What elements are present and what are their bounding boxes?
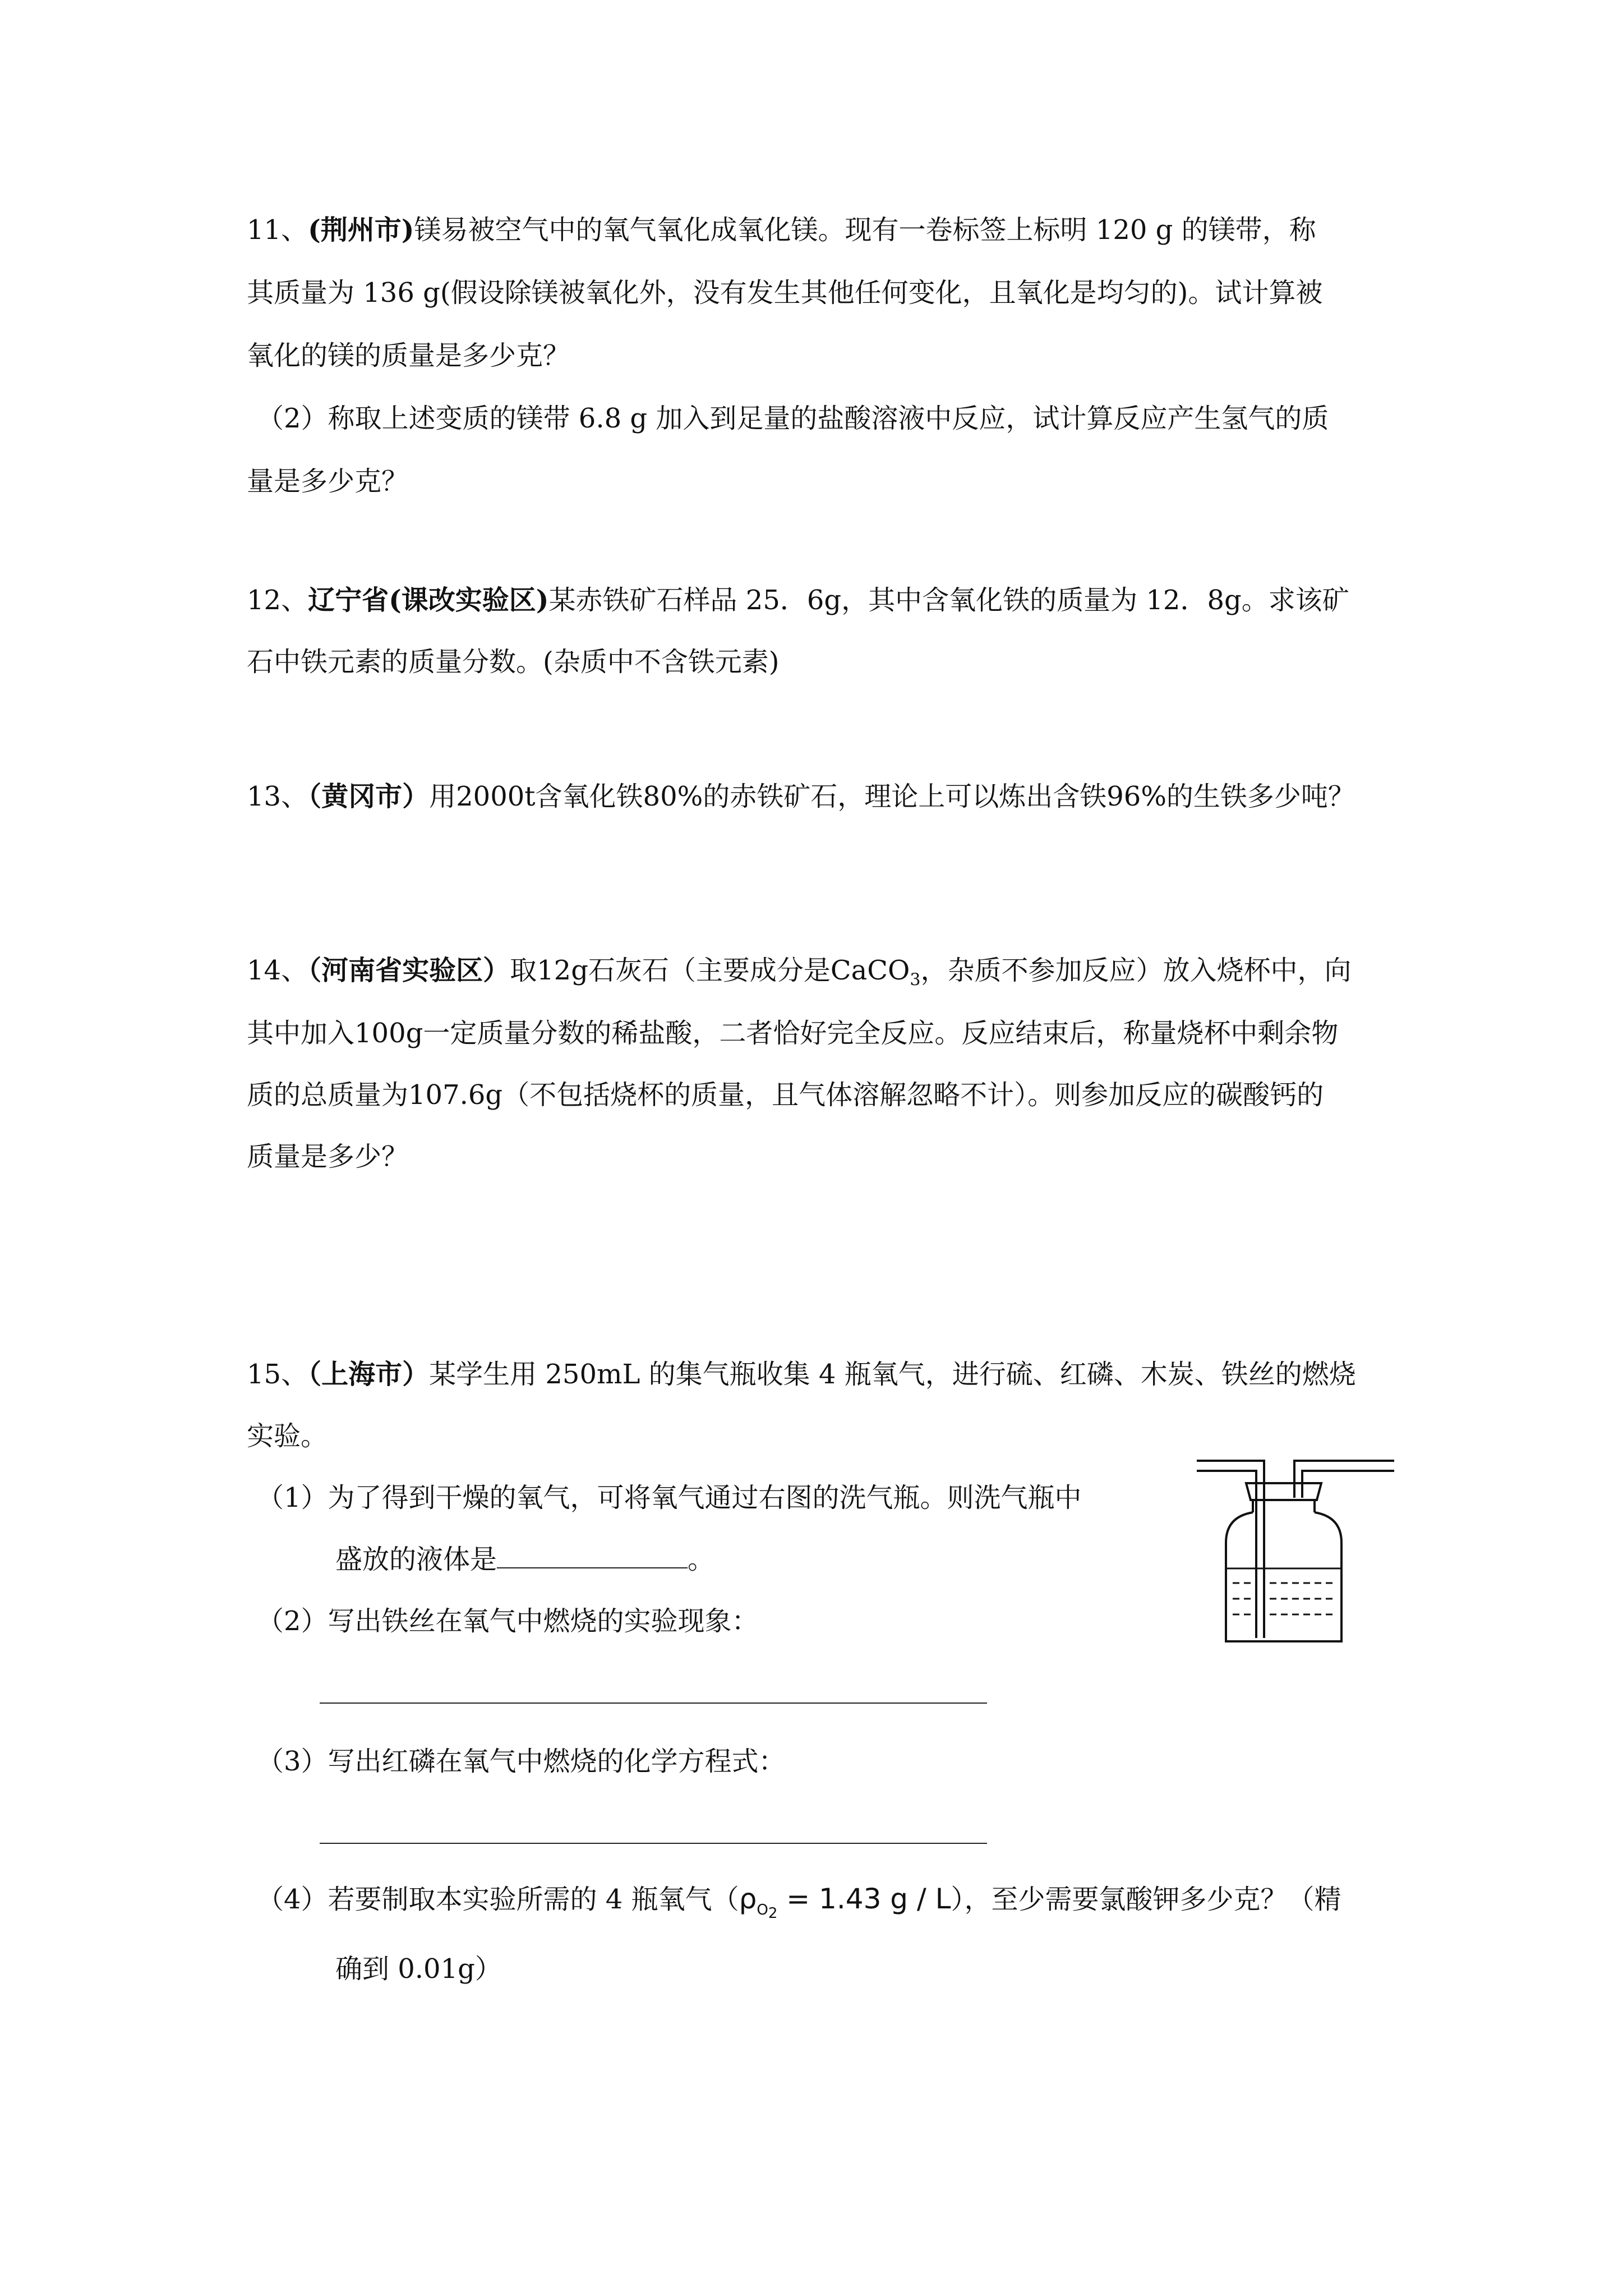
q14-line4: 质量是多少？ (247, 1141, 409, 1172)
q14-line3: 质的总质量为107.6g（不包括烧杯的质量，且气体溶解忽略不计）。则参加反应的碳酸钙的 (247, 1079, 1324, 1111)
density-value: = 1.43 g / L (777, 1883, 951, 1915)
q11-part2-line2: 量是多少克？ (247, 466, 409, 497)
q13-number: 13、 (247, 781, 308, 812)
q15-part4-line2: 确到 0.01g） (335, 1953, 502, 1985)
rho-subscript-2: 2 (768, 1905, 778, 1922)
density-formula (739, 1883, 951, 1922)
q12-line2: 石中铁元素的质量分数。(杂质中不含铁元素) (247, 646, 780, 678)
q11-line2: 其质量为 136 g(假设除镁被氧化外，没有发生其他任何变化，且氧化是均匀的)。试计算被 (247, 277, 1323, 309)
q11-source: (荆州市) (308, 214, 414, 246)
q15-part1-end: 。 (688, 1544, 715, 1575)
q14-subscript: 3 (910, 970, 921, 990)
q15-part1-line1: （1）为了得到干燥的氧气，可将氧气通过右图的洗气瓶。则洗气瓶中 (257, 1482, 1082, 1513)
q15-number: 15、 (247, 1359, 308, 1390)
q13-text-1: 用2000t含氧化铁80%的赤铁矿石，理论上可以炼出含铁96%的生铁多少吨？ (429, 781, 1355, 812)
q12-source: 辽宁省(课改实验区) (308, 585, 549, 616)
q12-line1 (247, 583, 1349, 617)
q14-line1 (247, 954, 1352, 990)
q15-line2: 实验。 (247, 1420, 328, 1452)
q12-text-1: 某赤铁矿石样品 25．6g，其中含氧化铁的质量为 12．8g。求该矿 (548, 585, 1349, 616)
q14-number: 14、 (247, 955, 308, 986)
q11-number: 11、 (247, 214, 308, 246)
answer-line (320, 1703, 987, 1704)
q15-text-1: 某学生用 250mL 的集气瓶收集 4 瓶氧气，进行硫、红磷、木炭、铁丝的燃烧 (429, 1359, 1356, 1390)
rho-symbol: ρ (739, 1883, 757, 1915)
q11-line1 (247, 213, 1316, 247)
q15-part4-line1 (257, 1882, 1341, 1922)
q14-source: （河南省实验区） (308, 955, 510, 986)
q15-source: （上海市） (308, 1359, 430, 1390)
q11-part2-line1: （2）称取上述变质的镁带 6.8 g 加入到足量的盐酸溶液中反应，试计算反应产生氢气的质 (257, 403, 1329, 434)
q15-part2: （2）写出铁丝在氧气中燃烧的实验现象： (257, 1605, 759, 1637)
q15-part4-text-b: ），至少需要氯酸钾多少克？（精 (951, 1884, 1341, 1915)
q15-line1 (247, 1358, 1356, 1391)
q11-text-1: 镁易被空气中的氧气氧化成氧化镁。现有一卷标签上标明 120 g 的镁带，称 (414, 214, 1316, 246)
answer-blank (497, 1543, 688, 1568)
q13-line1 (247, 780, 1355, 813)
answer-line (320, 1843, 987, 1844)
q14-text-1b: ，杂质不参加反应）放入烧杯中，向 (920, 955, 1352, 986)
rho-subscript: O (757, 1902, 768, 1918)
q14-text-1a: 取12g石灰石（主要成分是CaCO (510, 955, 910, 986)
q15-part1-line2 (335, 1543, 714, 1576)
q12-number: 12、 (247, 585, 308, 616)
q14-line2: 其中加入100g一定质量分数的稀盐酸，二者恰好完全反应。反应结束后，称量烧杯中剩余物 (247, 1018, 1339, 1049)
q15-part4-text-a: （4）若要制取本实验所需的 4 瓶氧气（ (257, 1884, 739, 1915)
gas-washing-bottle-figure (1195, 1458, 1396, 1649)
q13-source: （黄冈市） (308, 781, 430, 812)
q15-part1-text: 盛放的液体是 (335, 1544, 497, 1575)
q11-line3: 氧化的镁的质量是多少克？ (247, 340, 570, 371)
q15-part3: （3）写出红磷在氧气中燃烧的化学方程式： (257, 1746, 786, 1777)
